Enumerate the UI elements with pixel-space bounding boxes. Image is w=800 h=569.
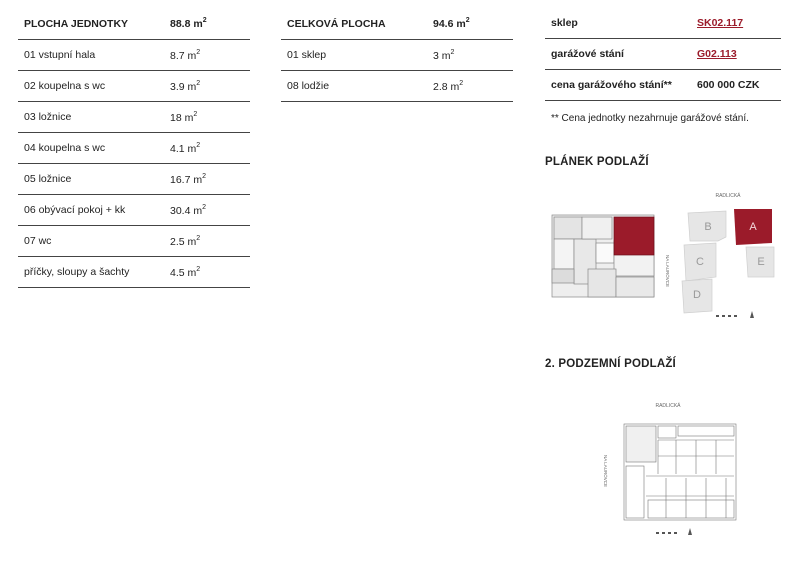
street-top-label: RADLICKÁ [715,193,741,199]
table-row [18,102,250,133]
building-e-label: E [757,256,765,268]
cellar-link[interactable]: SK02.117 [697,17,744,29]
price-note: ** Cena jednotky nezahrnuje garážové stání. [551,113,749,124]
table-row [18,133,250,164]
row-value: 16.7 $m^2$ [170,172,207,186]
row-label: 06 obývací pokoj + kk [24,204,126,216]
cellar-value [697,17,781,29]
garage-label: garážové stání [551,48,624,60]
row-value: 3.9 $m^2$ [170,79,201,93]
table-row [18,226,250,257]
row-label: příčky, sloupy a šachty [24,266,130,278]
basement-street-side-label: NA LAURÓVCE [603,454,608,488]
table-header [18,8,250,40]
cellar-label: sklep [551,17,578,29]
row-value: 4.1 $m^2$ [170,141,201,155]
floor-plan-title: PLÁNEK PODLAŽÍ [545,156,649,168]
table-row [18,40,250,71]
row-value: 3 $m^2$ [433,48,455,62]
row-label: 05 ložnice [24,173,72,185]
extras-table [545,8,781,124]
total-area-table [281,8,513,102]
row-value: 8.7 $m^2$ [170,48,201,62]
header-label: CELKOVÁ PLOCHA [287,17,386,30]
basement-plan-title: 2. PODZEMNÍ PODLAŽÍ [545,358,676,370]
basement-layout [624,424,736,520]
header-label: PLOCHA JEDNOTKY [24,17,129,30]
building-b-label: B [704,221,712,233]
table-row [18,71,250,102]
header-value: 94.6 $m^2$ [433,17,470,30]
row-value: 4.5 $m^2$ [170,265,201,279]
basement-scale-bar [656,528,692,535]
row-label: 01 sklep [287,49,327,61]
garage-value [697,48,781,60]
table-row [18,257,250,288]
row-value: 30.4 $m^2$ [170,203,207,217]
basement-plan-image[interactable] [596,396,746,544]
garage-link[interactable]: G02.113 [697,48,737,60]
table-header [281,8,513,40]
table-row [281,40,513,71]
basement-street-top-label: RADLICKÁ [655,403,681,409]
street-side-label: NA LAURÓVCE [665,254,670,288]
building-a-label: A [749,221,757,233]
table-row [545,39,781,70]
row-label: 02 koupelna s wc [24,80,106,92]
row-label: 03 ložnice [24,111,72,123]
table-row [18,164,250,195]
building-c-label: C [696,256,704,268]
table-row [545,70,781,101]
garage-price-label: cena garážového stání** [551,79,672,91]
header-value: 88.8 $m^2$ [170,17,207,30]
row-value: 2.8 $m^2$ [433,79,464,93]
row-label: 01 vstupní hala [24,49,96,61]
row-label: 04 koupelna s wc [24,142,106,154]
garage-price-value: 600 000 CZK [697,79,760,91]
table-row [281,71,513,102]
unit-area-table [18,8,250,288]
row-value: 2.5 $m^2$ [170,234,201,248]
selected-unit-highlight [614,217,654,255]
floor-plan-image[interactable] [548,185,786,325]
row-label: 08 lodžie [287,80,330,92]
table-row [545,8,781,39]
scale-bar [716,311,754,318]
row-label: 07 wc [24,235,52,247]
row-value: 18 $m^2$ [170,110,198,124]
building-d-label: D [693,289,701,301]
table-row [18,195,250,226]
